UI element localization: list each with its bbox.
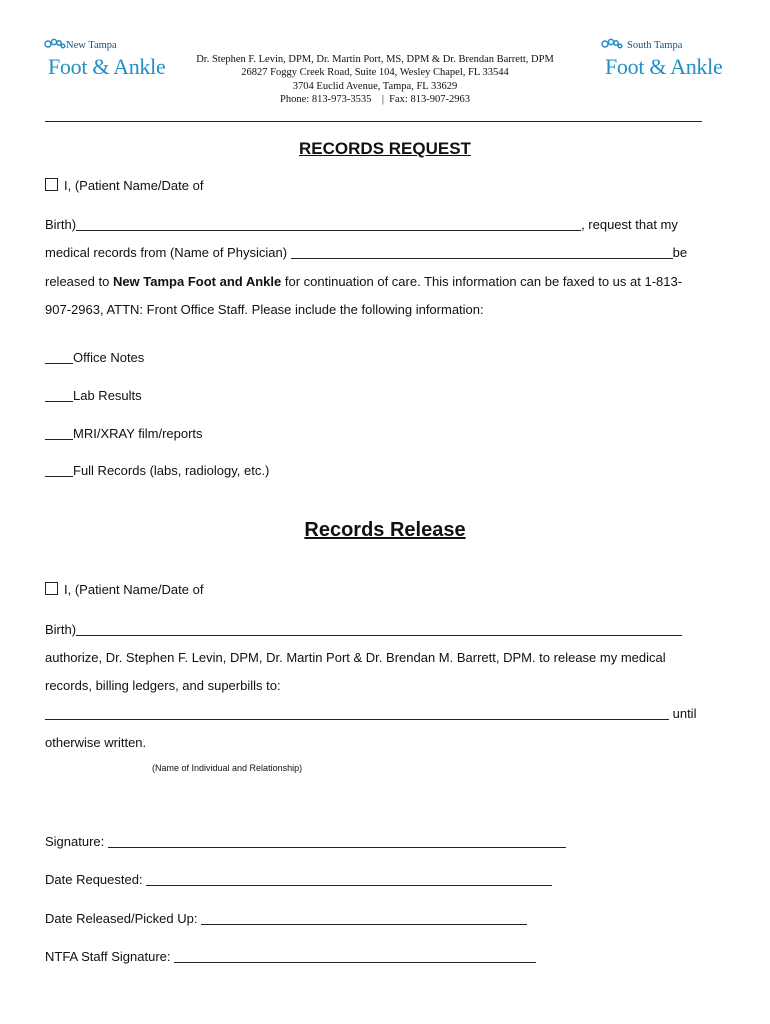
birth-suffix: , request that my	[581, 217, 678, 232]
date-released-label: Date Released/Picked Up:	[45, 911, 202, 926]
date-requested-line	[45, 872, 552, 887]
logo-big-text: Foot & Ankle	[605, 54, 723, 79]
physician-suffix: be	[672, 245, 688, 260]
item-label: Lab Results	[73, 388, 142, 403]
doctors-line: Dr. Stephen F. Levin, DPM, Dr. Martin Port, MS, DPM & Dr. Brendan Barrett, DPM	[196, 54, 554, 65]
records-release-title: Records Release	[304, 519, 466, 541]
new-tampa-logo	[44, 38, 166, 82]
recipient-line	[45, 706, 696, 721]
date-requested-label: Date Requested:	[45, 872, 147, 887]
item-lab-results	[45, 388, 142, 403]
release-post-text: for continuation of care. This information can be faxed to us at 1-813-	[281, 274, 683, 289]
signature-label: Signature:	[45, 834, 108, 849]
request-patient-label: I, (Patient Name/Date of	[64, 178, 204, 193]
release-checkbox[interactable]	[45, 582, 58, 595]
release-patient-label: I, (Patient Name/Date of	[64, 582, 204, 597]
birth-label: Birth)	[45, 217, 77, 232]
until-text: until	[669, 706, 697, 721]
request-checkbox[interactable]	[45, 178, 58, 191]
request-patient-line	[45, 178, 203, 193]
signature-line	[45, 834, 566, 849]
date-released-field[interactable]	[201, 912, 527, 925]
release-to-line	[45, 274, 682, 289]
item-mri-xray	[45, 426, 203, 441]
practice-header	[160, 53, 590, 107]
item-office-notes	[45, 350, 144, 365]
south-tampa-logo	[601, 38, 723, 82]
release-birth-field[interactable]	[76, 623, 682, 636]
request-birth-line	[45, 217, 678, 232]
address-line-2: 3704 Euclid Avenue, Tampa, FL 33629	[292, 80, 458, 92]
fax-line: 907-2963, ATTN: Front Office Staff. Please include the following information:	[45, 302, 484, 317]
signature-field[interactable]	[108, 835, 566, 848]
logo-small-text: South Tampa	[627, 40, 683, 51]
physician-field[interactable]	[291, 246, 673, 259]
staff-signature-label: NTFA Staff Signature:	[45, 949, 175, 964]
address-line-1: 26827 Foggy Creek Road, Suite 104, Wesley Chapel, FL 33544	[241, 67, 509, 79]
recipient-note: (Name of Individual and Relationship)	[152, 763, 303, 773]
logo-big-text: Foot & Ankle	[48, 54, 166, 79]
release-patient-line	[45, 582, 203, 597]
logo-small-text: New Tampa	[66, 40, 117, 51]
records-request-title: RECORDS REQUEST	[299, 139, 471, 158]
phone-fax-line: Phone: 813-973-3535 | Fax: 813-907-2963	[280, 94, 470, 106]
otherwise-line: otherwise written.	[45, 735, 147, 750]
item-full-records	[45, 463, 269, 478]
release-birth-line	[45, 622, 682, 637]
authorize-line: authorize, Dr. Stephen F. Levin, DPM, Dr. Martin Port & Dr. Brendan M. Barrett, DPM. to release my medical	[45, 650, 666, 665]
date-released-line	[45, 911, 527, 926]
practice-name-bold: New Tampa Foot and Ankle	[112, 274, 282, 289]
item-label: Office Notes	[73, 350, 145, 365]
recipient-field[interactable]	[45, 707, 669, 720]
item-label: MRI/XRAY film/reports	[73, 426, 203, 441]
item-check-field[interactable]	[45, 389, 73, 402]
staff-signature-field[interactable]	[174, 950, 536, 963]
item-check-field[interactable]	[45, 427, 73, 440]
records-to-line: records, billing ledgers, and superbills to:	[45, 678, 281, 693]
item-label: Full Records (labs, radiology, etc.)	[73, 463, 270, 478]
header-divider	[45, 121, 702, 122]
birth-label: Birth)	[45, 622, 77, 637]
item-check-field[interactable]	[45, 464, 73, 477]
release-pre-text: released to	[45, 274, 113, 289]
item-check-field[interactable]	[45, 351, 73, 364]
request-birth-field[interactable]	[76, 218, 581, 231]
physician-label: medical records from (Name of Physician)	[45, 245, 291, 260]
physician-line	[45, 245, 687, 260]
date-requested-field[interactable]	[146, 873, 552, 886]
staff-signature-line	[45, 949, 536, 964]
